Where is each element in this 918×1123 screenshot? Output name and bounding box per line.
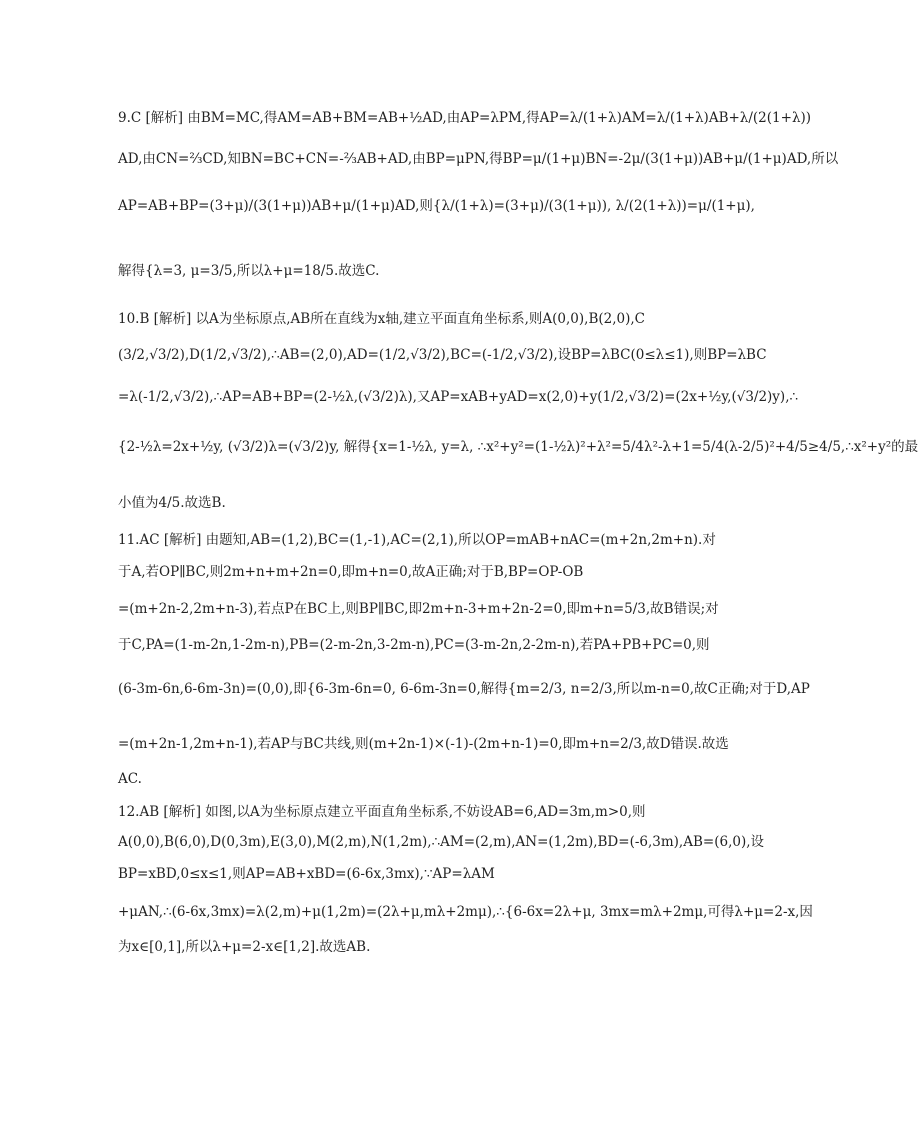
solution-11-line-2: 于A,若OP∥BC,则2m+n+m+2n=0,即m+n=0,故A正确;对于B,BP=OP-OB [118,564,584,580]
solution-12-line-1: 12.AB [解析] 如图,以A为坐标原点建立平面直角坐标系,不妨设AB=6,AD=3m,m>0,则 [118,804,646,820]
solution-12-line-3: BP=xBD,0≤x≤1,则AP=AB+xBD=(6-6x,3mx),∵AP=λAM [118,866,495,882]
solution-11-line-6: =(m+2n-1,2m+n-1),若AP与BC共线,则(m+2n-1)×(-1)-(2m+n-1)=0,即m+n=2/3,故D错误.故选 [118,736,729,752]
solution-12-line-5: 为x∈[0,1],所以λ+μ=2-x∈[1,2].故选AB. [118,939,371,955]
solution-9-line-3: AP=AB+BP=(3+μ)/(3(1+μ))AB+μ/(1+μ)AD,则{λ/(1+λ)=(3+μ)/(3(1+μ)), λ/(2(1+λ))=μ/(1+μ), [118,198,755,214]
solution-11-line-5: (6-3m-6n,6-6m-3n)=(0,0),即{6-3m-6n=0, 6-6m-3n=0,解得{m=2/3, n=2/3,所以m-n=0,故C正确;对于D,AP [118,681,810,697]
solution-11-line-1: 11.AC [解析] 由题知,AB=(1,2),BC=(1,-1),AC=(2,1),所以OP=mAB+nAC=(m+2n,2m+n).对 [118,532,716,548]
solution-9-line-4: 解得{λ=3, μ=3/5,所以λ+μ=18/5.故选C. [118,263,380,279]
solution-10-line-3: =λ(-1/2,√3/2),∴AP=AB+BP=(2-½λ,(√3/2)λ),又AP=xAB+yAD=x(2,0)+y(1/2,√3/2)=(2x+½y,(√3/2)y),∴ [118,389,799,405]
solution-12-line-4: +μAN,∴(6-6x,3mx)=λ(2,m)+μ(1,2m)=(2λ+μ,mλ+2mμ),∴{6-6x=2λ+μ, 3mx=mλ+2mμ,可得λ+μ=2-x,因 [118,904,813,920]
solution-12-line-2: A(0,0),B(6,0),D(0,3m),E(3,0),M(2,m),N(1,2m),∴AM=(2,m),AN=(1,2m),BD=(-6,3m),AB=(6,0),设 [118,834,765,850]
solution-10-line-5: 小值为4/5.故选B. [118,495,226,511]
solution-11-line-3: =(m+2n-2,2m+n-3),若点P在BC上,则BP∥BC,即2m+n-3+m+2n-2=0,即m+n=5/3,故B错误;对 [118,601,719,617]
solution-11-line-4: 于C,PA=(1-m-2n,1-2m-n),PB=(2-m-2n,3-2m-n),PC=(3-m-2n,2-2m-n),若PA+PB+PC=0,则 [118,637,710,653]
solution-10-line-2: (3/2,√3/2),D(1/2,√3/2),∴AB=(2,0),AD=(1/2,√3/2),BC=(-1/2,√3/2),设BP=λBC(0≤λ≤1),则BP=λBC [118,347,767,363]
solution-11-line-7: AC. [118,771,142,787]
solution-9-line-2: AD,由CN=⅔CD,知BN=BC+CN=-⅔AB+AD,由BP=μPN,得BP=μ/(1+μ)BN=-2μ/(3(1+μ))AB+μ/(1+μ)AD,所以 [118,151,839,167]
solution-9-line-1: 9.C [解析] 由BM=MC,得AM=AB+BM=AB+½AD,由AP=λPM,得AP=λ/(1+λ)AM=λ/(1+λ)AB+λ/(2(1+λ)) [118,110,812,126]
solution-10-line-4: {2-½λ=2x+½y, (√3/2)λ=(√3/2)y, 解得{x=1-½λ, y=λ, ∴x²+y²=(1-½λ)²+λ²=5/4λ²-λ+1=5/4(λ-2/5)²+4/5≥4/5,∴x²+y²的最 [118,439,918,455]
solution-10-line-1: 10.B [解析] 以A为坐标原点,AB所在直线为x轴,建立平面直角坐标系,则A(0,0),B(2,0),C [118,311,646,327]
